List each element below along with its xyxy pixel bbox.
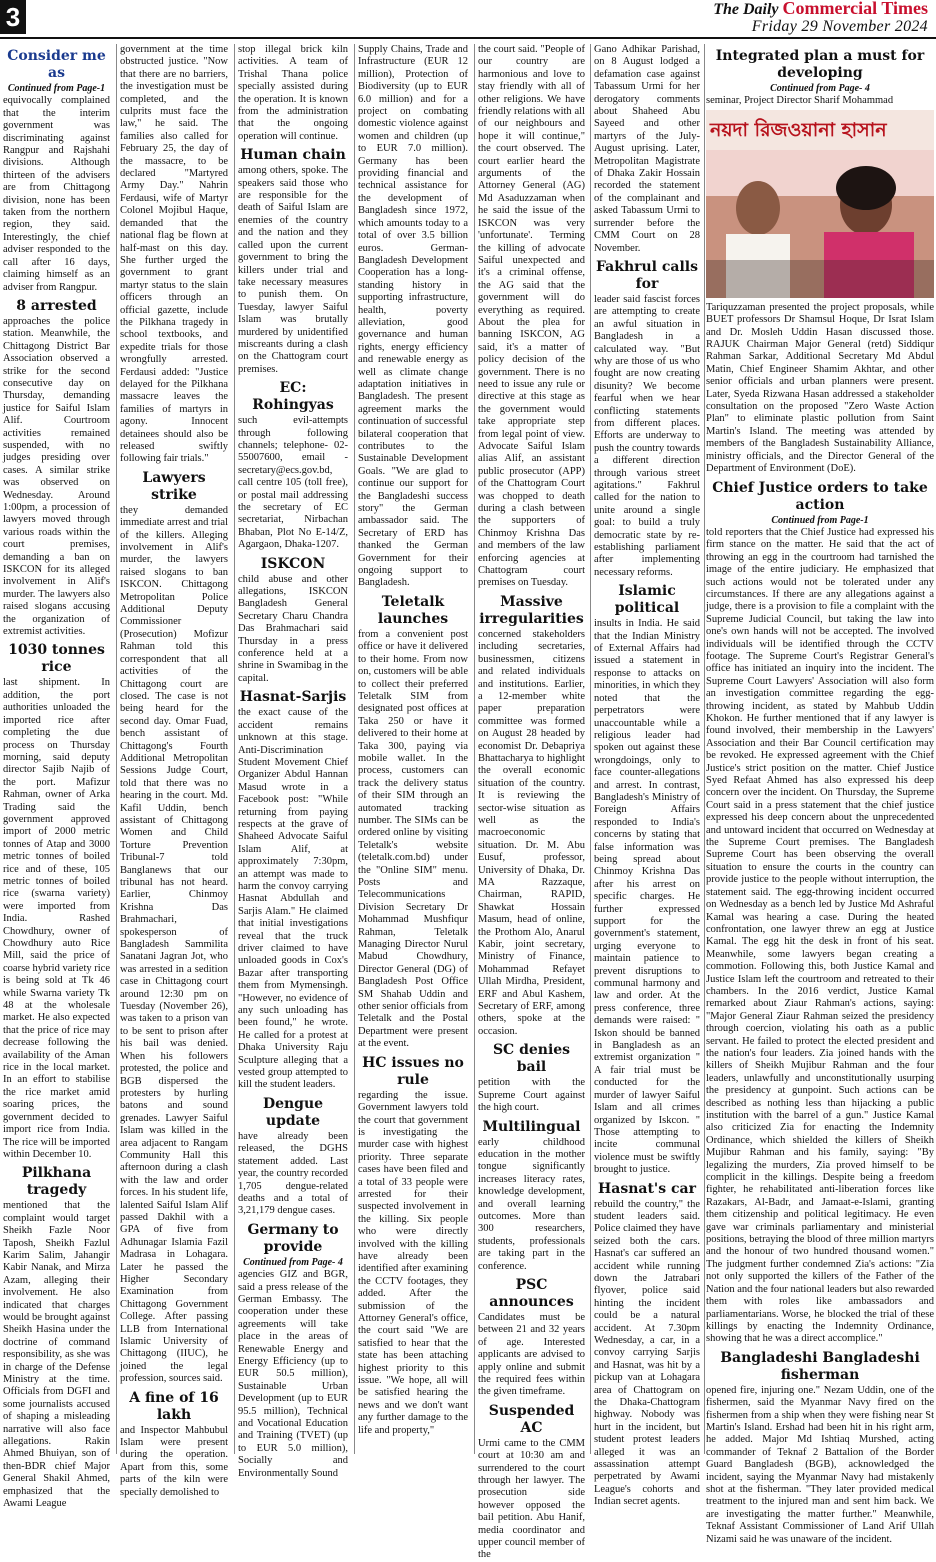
headline: ISKCON <box>260 555 326 572</box>
headline: HC issues no rule <box>362 1054 464 1088</box>
article-text: such evil-attempts through following channels; telephone- 02-55007600, email - secretary@ecs.gov.bd, call centre 105 (toll free), or postal mail addressing the secretary of EC secretariat, Nirbachan Bhaban, Plot No E-14/Z, Agargaon, Dhaka-1207. <box>238 415 348 551</box>
column-1 <box>3 44 110 1510</box>
article-text: mentioned that the complaint would target Sheikh Fazle Noor Taposh, Sheikh Fazlul Karim Salim, Jahangir Kabir Nanak, and Mirza Azam, alleging their involvement. He also indicated that charges would be brought against Sheikh Hasina under the doctrine of command responsibility, as she was in charge of the Defense Ministry at the time. Officials from DGFI and some journalists accused of shaping a misleading narrative will also face allegations. Rakin Ahmed Bhuiyan, son of then-BDR chief Major General Shakil Ahmed, emphasized that the Awami League <box>3 1200 110 1510</box>
article-text: petition with the Supreme Court against the high court. <box>478 1077 585 1114</box>
column-4 <box>358 44 468 1454</box>
continued-note: Continued from Page-1 <box>771 514 869 526</box>
column-divider <box>354 44 355 1454</box>
headline: Teletalk launches <box>377 593 449 627</box>
continued-note: Continued from Page- 4 <box>243 1256 343 1268</box>
headline: Consider me as <box>7 48 106 81</box>
article-text: early childhood education in the mother tongue significantly increases literacy rates, knowledge development, and overall learning outcomes. More than 300 researchers, students, professionals are taking part in the conference. <box>478 1136 585 1272</box>
article-text: among others, spoke. The speakers said those who are responsible for the death of Saiful Islam are enemies of the country and the nation and they called upon the current government to bring the killers under trial and take necessary measures to punish them. On Tuesday, lawyer Saiful Islam was brutally murdered by unidentified miscreants during a clash on the Chattogram court premises. <box>238 165 348 375</box>
article-text: child abuse and other allegations, ISKCON Bangladesh General Secretary Charu Chandra Das Brahmachari said Thursday in a press conference held at a shrine in Swamibag in the capital. <box>238 573 348 684</box>
article-text: Candidates must be between 21 and 32 years of age. Interested applicants are advised to apply online and submit the required fees within the given timeframe. <box>478 1311 585 1398</box>
article-text: equivocally complained that the interim government was discriminating against Rangpur and Rajshahi divisions. Although thirteen of the advisers are from Chittagong division, none has been taken from the northern region, they said. Interestingly, the chief adviser responded to the call after 16 days, claiming himself as an adviser from Rangpur. <box>3 95 110 293</box>
column-2 <box>120 44 228 1498</box>
headline: Integrated plan a must for developing <box>715 48 925 81</box>
column-divider <box>474 44 475 1454</box>
article-text: the court said. "People of our country are harmonious and love to stay friendly with all of other religions. We have friendly relations with all of our neighbours and hope it will continue," the court observed. The court earlier heard the arguments of the Attorney General (AG) Md Asaduzzaman when he said the issue of the ISKCON was very 'unfortunate'. Terming the killing of advocate Saiful unexpected and it's a criminal offense, the AG said that the government will do everything as required. About the plea for banning ISKCON, AG said, it's a matter of policy decision of the government. There is no need to issue any rule or directive at this stage as the government would take appropriate step from legal point of view. Advocate Saiful Islam alias Alif, an assistant public prosecutor (APP) of the Chattogram Court was chopped to death during a clash between the supporters of Chinmoy Krishna Das and members of the law enforcing agencies at Chattogram court premises on Tuesday. <box>478 44 585 589</box>
headline: Multilingual <box>482 1118 581 1135</box>
column-7 <box>706 44 935 1545</box>
column-divider <box>590 44 591 1454</box>
headline: EC: Rohingyas <box>252 380 334 414</box>
headline: 1030 tonnes rice <box>8 642 105 676</box>
headline: Suspended AC <box>488 1402 575 1436</box>
headline: Hasnat's car <box>598 1180 696 1197</box>
article-text: and Inspector Mahbubul Islam were present during the operation. Apart from this, some parts of the kiln were specially demolished to <box>120 1424 228 1498</box>
article-text: Gano Adhikar Parishad, on 8 August lodged a defamation case against Tabassum Urmi for her derogatory comments about Shaheed Abu Sayeed and other martyrs of the July-August uprising. Later, Metropolitan Magistrate of Dhaka Zakir Hossain recorded the statement of the complainant and asked Tabassum Urmi to surrender before the CMM Court on 28 November. <box>594 44 700 254</box>
headline: PSC announces <box>489 1276 574 1310</box>
article-text: told reporters that the Chief Justice had expressed his firm stance on the matter. He said that the act of throwing an egg in the courtroom had tarnished the image of the entire judiciary. He emphasized that such actions would not be tolerated under any circumstances. If there are any allegations against a judge, there is a provision to file a complaint with the Supreme Judicial Council, but taking the law into one's own hands will not be accepted. The involved individuals will be identified through the CCTV footage. The Supreme Court's Registrar General's office has initiated an inquiry into the incident. The Supreme Court Lawyers' Association will also form an investigation committee regarding the egg-throwing incident, as stated by Mahbub Uddin Khokon. He further mentioned that if any lawyer is found involved, their membership in the Lawyers' Association and their Bar Council certification may be revoked. He expressed agreement with the Chief Justice's strict position on the matter. Chief Justice Syed Refaat Ahmed has also expressed his deep concern over the incident. On Thursday, the Supreme Court said in a press statement that the chief justice expressed his deep concern about the unprecedented and untoward incident that occurred on Wednesday at the Supreme Court premises. The Bangladesh Supreme Court has been observing the overall situation to ensure the courts in the country can provide justice to the people without interruption, the statement said. The egg-throwing incident occurred on Wednesday as a bench led by Justice Md Ashraful Kamal was hearing a case. During the heated confrontation, one lawyer threw an egg at Justice Kamal. The egg hit the desk in front of his seat. Meanwhile, some lawyers began creating a commotion. Following this, both Justice Kamal and Justice Islam left the courtroom and retreated to their chambers. In the 2016 verdict, Justice Kamal remarked about Ziaur Rahman's actions, saying: "Major General Ziaur Rahman seized the presidency through coercion, violating his oath as a public servant. He failed to protect the elected president and the nation's four leaders. Zia joined hands with the killers of Sheikh Mujibur Rahman and the four leaders, unlawfully and unconstitutionally usurping the presidency at gunpoint. Such actions can be described as nothing less than hijacking a public institution with the barrel of a gun." Justice Kamal also criticized Zia for enacting the Indemnity Ordinance, which shielded the killers of Sheikh Mujibur Rahman and his family, saying: "By legalizing the murders, Zia proved himself to be complicit in the killings. Despite being a freedom fighter, he rehabilitated anti-liberation forces like Razakars, Al-Badr, and Jamaat-e-Islami, granting them citizenship and political legitimacy. He even gave war criminals parliamentary and ministerial positions, betraying the blood of three million martyrs and the honour of two hundred thousand women." The judgment further condemned Zia's actions: "Zia not only supported the killers of the Father of the Nation and the four national leaders but also rewarded them with roles like ambassadors and parliamentarians. Worse, he blocked the trial of these killings by enacting the Indemnity Ordinance, showing that he was a direct accomplice." <box>706 526 935 1345</box>
article-text: leader said fascist forces are attempting to create an awful situation in Bangladesh in a calculated way. "But why are those of us who fought are now creating disunity? We become fearful when we hear conflicting statements from different places. Efforts are underway to push the country towards a different direction through various street agitations." Fakhrul called for the nation to unite around a single goal: to build a truly democratic state by re-establishing parliament after implementing necessary reforms. <box>594 293 700 578</box>
column-divider <box>116 44 117 1454</box>
headline: Dengue update <box>262 1095 324 1129</box>
headline: Fakhrul calls for <box>596 258 698 292</box>
article-text: Tariquzzaman presented the project proposals, while BUET professors Dr Shamsul Hoque, Dr Israt Islam and Dr. Mosleh Uddin Hasan discussed those. RAJUK Chairman Major General (retd) Siddiqur Rahman Sarkar, Additional Secretary Md Abdul Matin, Chief Engineer Shamim Akhtar, and other senior officials and urban planners were present. Later, Syeda Rizwana Hasan addressed a stakeholder consultation on the proposed "Zero Waste Action Plan" to eliminate plastic pollution from Saint Martin's Island. The meeting was attended by members of the Bangladesh Sustainability Alliance, ministry officials, and the Director General of the Department of Environment (DoE). <box>706 301 934 475</box>
article-text: rebuild the country," the student leaders said. Police claimed they have seized both the cars. Hasnat's car suffered an accident while running down the Jatrabari flyover, police said hinting the incident could be a natural accident. At 7.30pm Wednesday, a car, in a convoy carrying Sarjis and Hasnat, was hit by a pickup van at Lohagara area of Chattogram on the Dhaka-Chattogram highway. Nobody was hurt in the incident, but student protest leaders alleged it was an assassination attempt perpetrated by Awami League's cohorts and Indian secret agents. <box>594 1198 700 1508</box>
masthead-rule <box>0 37 936 39</box>
newspaper-brand: The Daily Commercial Times <box>713 0 928 18</box>
headline: Massive irregularities <box>479 593 584 627</box>
photo-banner-text: নয়দা রিজওয়ানা হাসান <box>710 118 887 141</box>
headline: 8 arrested <box>16 297 97 314</box>
column-6 <box>594 44 700 1508</box>
column-divider <box>234 44 235 1454</box>
headline: Pilkhana tragedy <box>21 1165 92 1199</box>
headline: SC denies bail <box>492 1042 571 1076</box>
headline: Islamic political <box>614 583 680 617</box>
news-photo <box>706 110 934 298</box>
article-text: opened fire, injuring one." Nezam Uddin, one of the fishermen, said the Myanmar Navy fired on the fishermen from a ship when they were fishing near St Martin's Island. Ershad had been hit in his right arm, he added. Major Md Ishtiaq Murshed, acting commander of Teknaf 2 Battalion of the Border Guard Bangladesh (BGB), acknowledged the incident, saying the Myanmar Navy had mistakenly shot at the fisherman. "They later provided medical treatment to the injured man and sent him back. We are investigating the matter further." Meanwhile, Teknaf Assistant Commissioner of Land Arif Ullah Nizami said he was unaware of the incident. <box>706 1384 934 1545</box>
headline: Lawyers strike <box>142 469 206 503</box>
continued-note: Continued from Page- 4 <box>770 83 870 94</box>
article-text: government at the time obstructed justice. "Now that there are no barriers, the investigation must be completed, and the culprits must face the law," he said. The families also called for February 25, the day of the massacre, to be declared "Martyred Army Day." Nahrin Ferdausi, wife of Martyr Colonel Mojibul Haque, demanded that the national flag be flown at half-mast on this day. She further urged the government to grant martyr status to the slain officers through an official gazette, include the Pilkhana tragedy in school textbooks, and expedite trials for those wrongfully arrested. Ferdausi added: "Justice delayed for the Pilkhana massacre leaves the families of martyrs in agony. Innocent detainees should also be released swiftly following fair trials." <box>120 44 228 465</box>
headline: Chief Justice orders to take action <box>712 479 928 513</box>
article-text: seminar, Project Director Sharif Mohammad <box>706 95 894 107</box>
article-text: Urmi came to the CMM court at 10:30 am and surrendered to the court through her lawyer. The prosecution side however opposed the bail petition. Abu Hanif, media coordinator and upper council member of the <box>478 1437 585 1561</box>
article-text: the exact cause of the accident remains unknown at this stage. Anti-Discrimination Student Movement Chief Organizer Abdul Hannan Masud wrote in a Facebook post: "While returning from paying respects at the grave of Shaheed Advocate Saiful Islam Alif, at approximately 7:30pm, an attempt was made to harm the convoy carrying Hasnat Abdullah and Sarjis Alam." He claimed that initial investigations reveal that the truck driver claimed to have unloaded goods in Cox's Bazar after transporting them from Mymensingh. "However, no evidence of any such unloading has been found," he wrote. He called for a protest at Dhaka University Raju Sculpture alleging that a vested group attempted to kill the student leaders. <box>238 707 348 1091</box>
column-5 <box>478 44 585 1561</box>
article-text: insults in India. He said that the Indian Ministry of External Affairs had issued a statement in response to attacks on minorities, in which they noted that the perpetrators were unaccountable while a religious leader had spoken out against these wrongdoings, only to face counter-allegations and arrest. In contrast, Bangladesh's Ministry of Foreign Affairs responded to India's concerns by stating that false information was being spread about Chinmoy Krishna Das after his arrest on specific charges. He further expressed support for the government's statement, urging everyone to maintain patience to prevent disruptions to communal harmony and law and order. At the press conference, three demands were raised: " Iskon should be banned in Bangladesh as an extremist organization " A fair trial must be conducted for the murder of lawyer Saiful Islam and all crimes organized by Iskcon. " Those attempting to incite communal violence must be swiftly brought to justice. <box>594 618 700 1176</box>
headline: Bangladeshi Bangladeshi fisherman <box>720 1349 920 1383</box>
brand-name: Commercial Times <box>782 0 928 18</box>
masthead <box>713 0 928 35</box>
article-text: from a convenient post office or have it delivered to their home. From now on, customers will be able to collect their preferred Teletalk SIM from designated post offices at Taka 250 or have it delivered to their home at Taka 300, paying via mobile wallet. In the process, customers can track the delivery status of their SIM through an automated tracking number. The SIMs can be ordered online by visiting Teletalk's website (teletalk.com.bd) under the "Online SIM" menu. Posts and Telecommunications Division Secretary Dr Mohammad Mushfiqur Rahman, Teletalk Managing Director Nurul Mabud Chowdhury, Director General (DG) of Bangladesh Post Office SM Shahab Uddin and other senior officials from Teletalk and the Postal Department were present at the event. <box>358 628 468 1050</box>
article-text: concerned stakeholders including secretaries, businessmen, citizens and related individuals and institutions. Earlier, a 12-member white paper preparation committee was formed on August 28 headed by economist Dr. Debapriya Bhattacharya to highlight the overall economic situation of the country. It is reviewing the sector-wise situation as well as the macroeconomic situation. Dr. M. Abu Eusuf, professor, University of Dhaka, Dr. MA Razzaque, Chairman, RAPID, Shawkat Hossain Masum, head of online, the Prothom Alo, Anarul Kabir, joint secretary, Ministry of Finance, Mohammad Refayet Ullah Mirdha, President, ERF and Abul Kashem, Secretary of ERF, among others, spoke at the occasion. <box>478 628 585 1037</box>
continued-note: Continued from Page-1 <box>7 83 106 94</box>
headline: A fine of 16 lakh <box>129 1389 219 1423</box>
column-3 <box>238 44 348 1479</box>
article-text: have already been released, the DGHS statement added. Last year, the country recorded 1,705 dengue-related deaths and a total of 3,21,179 dengue cases. <box>238 1130 348 1217</box>
page-number: 3 <box>0 0 26 34</box>
headline: Hasnat-Sarjis <box>239 689 347 706</box>
article-text: last shipment. In addition, the port authorities unloaded the imported rice after completing the due process on Thursday morning, said deputy director Sajib Najib of the port. Mafizur Rahman, owner of Arka Trading said the government approved import of 2000 metric tonnes of Atap and 3000 metric tonnes of boiled rice and of these, 105 metric tonnes of boiled rice (swarna variety) were imported from India. Rashed Chowdhury, owner of Chowdhury auto Rice Mill, said the price of coarse hybrid variety rice is being sold at Tk 46 while Swarna variety Tk 48 at the wholesale market. He also expected that the price of rice may decrease following the availability of the Aman rice in the local market. In an effort to stabilise the rice market amid soaring prices, the government decided to import rice from India. The rice will be imported within December 10. <box>3 677 110 1160</box>
article-text: Supply Chains, Trade and Infrastructure (EUR 12 million), Protection of Biodiversity (up to EUR 6.0 million) and for a project on combating domestic violence against women and children (up to EUR 7.0 million). Germany has been providing financial and technical assistance for the development of Bangladesh since 1972, which amounts today to a total of over 3.5 billion euros. German-Bangladesh Development Cooperation has a long-standing history in supporting infrastructure, health, poverty alleviation, good governance and human rights, energy efficiency and renewable energy as well as climate change adaptation initiatives in Bangladesh. The present agreement marks the continuation of successful bilateral cooperation that contributes to the Sustainable Development Goals. "We are glad to continue our support for the Bangladeshi success story" the German ambassador said. The Secretary of ERD has thanked the German Government for their ongoing support to Bangladesh. <box>358 44 468 589</box>
headline: Germany to provide <box>247 1221 339 1255</box>
issue-date: Friday 29 November 2024 <box>751 18 928 35</box>
article-text: stop illegal brick kiln activities. A team of Trishal Thana police specially assisted during the operation. It is known from the administration that the ongoing operation will continue. <box>238 44 348 142</box>
article-text: regarding the issue. Government lawyers told the court that government is investigating the murder case with highest priority. Three separate cases have been filed and a total of 33 people were arrested for their suspected involvement in the killing. Six people who were directly involved with the killing have already been identified after examining the CCTV footages, they added. After the submission of the Attorney General's office, the court said "We are satisfied to hear that the state has been attaching highest priority to this issue. "We hope, all will be satisfied hearing the news and we don't want any further damage to the life and property," <box>358 1089 468 1436</box>
article-text: agencies GIZ and BGR, said a press release of the German Embassy. The cooperation under these agreements will take place in the areas of Renewable Energy and Energy Efficiency (up to EUR 50.5 million), Sustainable Urban Development (up to EUR 95.5 million), Technical and Vocational Education and Training (TVET) (up to EUR 5.0 million), Socially and Environmentally Sound <box>238 1269 348 1479</box>
article-text: they demanded immediate arrest and trial of the killers. Alleging involvement in Alif's murder, the lawyers raised slogans to ban ISKCON. Chittagong Metropolitan Police Additional Deputy Commissioner (Prosecution) Mofizur Rahman told this correspondent that all activities of the Chittagong court are closed. The case is not being heard for the second day. Omar Fuad, bench assistant of Chittagong's Fourth Additional Metropolitan Sessions Judge Court, told that there was no hearing in the court. Md. Kafil Uddin, bench assistant of Chittagong Women and Child Torture Prevention Tribunal-7 told Banglanews that our tribunal has not heard. Earlier, Chinmoy Krishna Das Brahmachari, spokesperson of Bangladesh Sammilita Sanatani Jagran Jot, who was arrested in a sedition case in Chittagong court around 12:30 pm on Tuesday (November 26), was taken to a prison van to be sent to prison after his bail was denied. When his followers protested, the police and BGB dispersed the protesters by hurling batons and sound grenades. Lawyer Saiful Islam was killed in the area adjacent to Rangam Community Hall this afternoon during a clash with the law and order forces. In his student life, lalented Saiful Islam Alif passed Dakhil with a GPA of five from Adhunagar Islamia Fazil Madrasa in Lohagara. Later he passed the Higher Secondary Examination from Chittagong Government College. After passing LLB from International Islamic University of Chittagong (IIUC), he joined the legal profession, sources said. <box>120 504 228 1385</box>
headline: Human chain <box>240 147 346 164</box>
column-divider <box>704 44 705 1454</box>
article-text: approaches the police station. Meanwhile, the Chittagong District Bar Association observed a strike for the second consecutive day on Thursday, demanding justice for Saiful Islam Alif. Courtroom activities remained suspended, with no judges presiding over cases. A similar strike was observed on Wednesday. Around 1:00pm, a procession of lawyers moved through various roads within the court premises, demanding a ban on ISKCON for its alleged involvement in Alif's murder. The lawyers also raised slogans accusing the organization of extremist activities. <box>3 315 110 638</box>
